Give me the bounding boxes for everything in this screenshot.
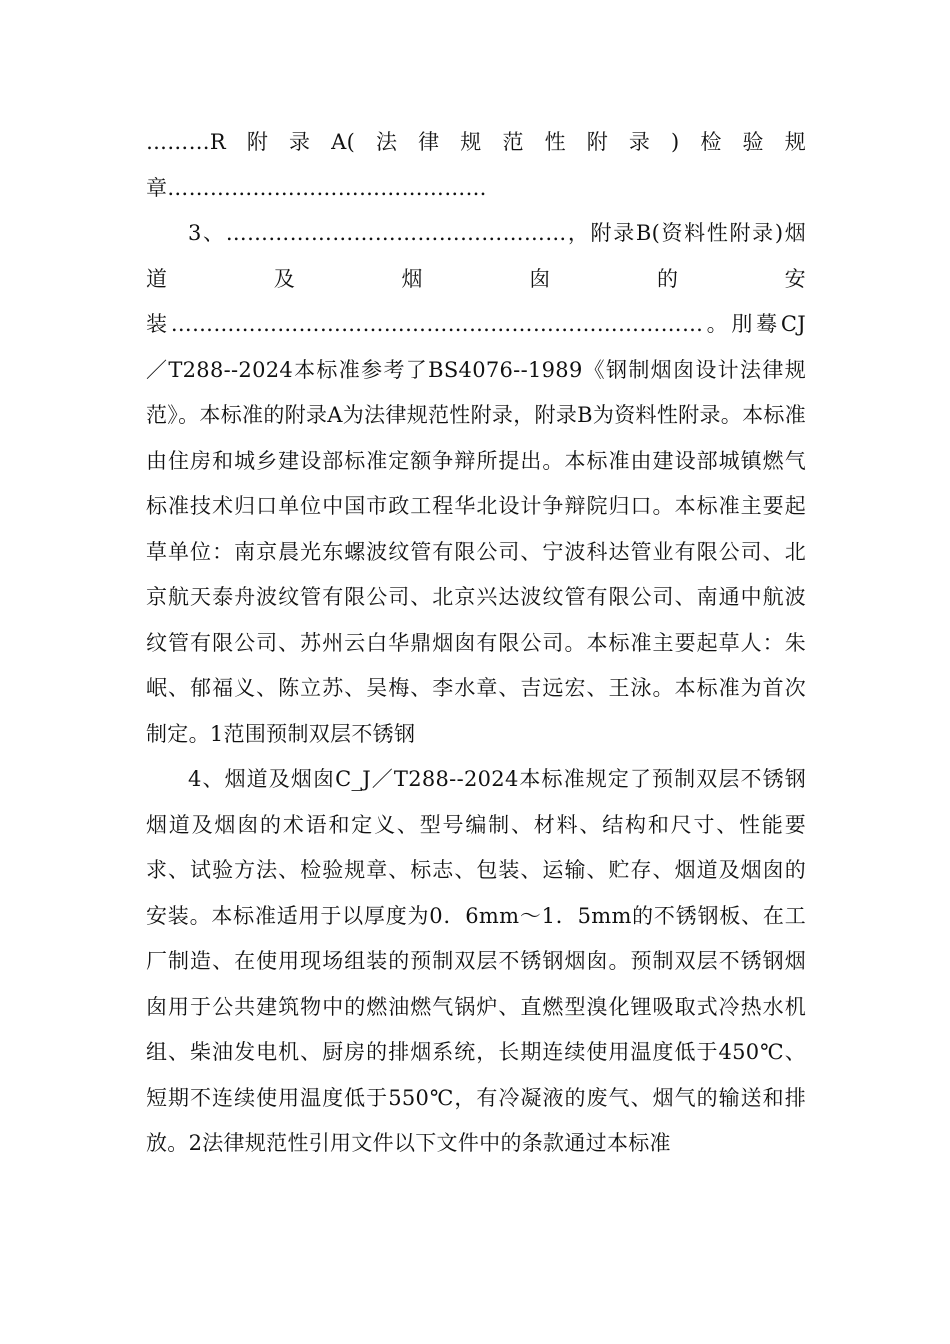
paragraph-section-3: 3、…………………………………………，附录B(资料性附录)烟道及烟囱的安装…………………………………………………………………。刖蓦CJ／T288--2024本标准参考了BS4076--1989《钢制烟囱设计法律规范》。本标准的附录A为法律规范性附录，附录B为资料性附录。本标准由住房和城乡建设部标准定额争辩所提出。本标准由建设部城镇燃气标准技术归口单位中国市政工程华北设计争辩院归口。本标准主要起草单位：南京晨光东螺波纹管有限公司、宁波科达管业有限公司、北京航天泰舟波纹管有限公司、北京兴达波纹管有限公司、南通中航波纹管有限公司、苏州云白华鼎烟囱有限公司。本标准主要起草人：朱岷、郁福义、陈立苏、吴梅、李水章、吉远宏、王泳。本标准为首次制定。1范围预制双层不锈钢 bbox=[146, 221, 806, 746]
paragraph-section-4: 4、烟道及烟囱C_J／T288--2024本标准规定了预制双层不锈钢烟道及烟囱的术语和定义、型号编制、材料、结构和尺寸、性能要求、试验方法、检验规章、标志、包装、运输、贮存、烟道及烟囱的安装。本标准适用于以厚度为0．6mm～1．5mm的不锈钢板、在工厂制造、在使用现场组装的预制双层不锈钢烟囱。预制双层不锈钢烟囱用于公共建筑物中的燃油燃气锅炉、直燃型溴化锂吸取式冷热水机组、柴油发电机、厨房的排烟系统，长期连续使用温度低于450℃、短期不连续使用温度低于550℃，有冷凝液的废气、烟气的输送和排放。2法律规范性引用文件以下文件中的条款通过本标准 bbox=[146, 767, 806, 1155]
paragraph-toc-appendix-a: ………R附录A(法律规范性附录)检验规章……………………………………… bbox=[146, 130, 806, 200]
document-body bbox=[146, 120, 806, 1167]
